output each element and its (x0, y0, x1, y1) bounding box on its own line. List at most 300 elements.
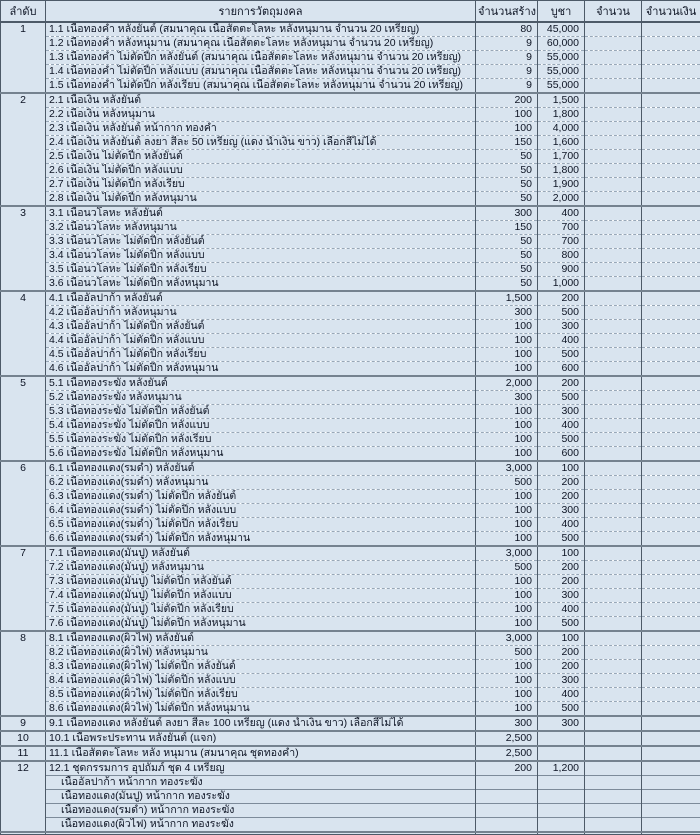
amount-cell[interactable] (642, 701, 700, 716)
table-row (1, 659, 700, 673)
price-cell: 200 (538, 574, 585, 588)
table-row (1, 432, 700, 446)
quantity-cell[interactable] (585, 659, 642, 673)
price-cell (538, 817, 585, 832)
item-description-cell: 8.1 เนื้อทองแดง(ผิวไฟ) หลังยันต์ (46, 631, 476, 646)
table-row (1, 602, 700, 616)
empty-cell (585, 832, 642, 835)
item-description-cell: 3.1 เนื้อนวโลหะ หลังยันต์ (46, 206, 476, 221)
item-description-cell: 8.6 เนื้อทองแดง(ผิวไฟ) ไม่ตัดปีก หลังหนุมาน (46, 701, 476, 716)
empty-cell (476, 832, 538, 835)
quantity-cell[interactable] (585, 817, 642, 832)
price-cell: 60,000 (538, 36, 585, 50)
quantity-cell[interactable] (585, 418, 642, 432)
amount-cell[interactable] (642, 206, 700, 221)
price-cell: 700 (538, 220, 585, 234)
table-row (1, 817, 700, 832)
quantity-cell[interactable] (585, 631, 642, 646)
quantity-cell[interactable] (585, 64, 642, 78)
made-count-cell: 100 (476, 574, 538, 588)
table-row (1, 446, 700, 461)
amount-cell[interactable] (642, 659, 700, 673)
price-cell: 55,000 (538, 64, 585, 78)
quantity-cell[interactable] (585, 775, 642, 789)
amount-cell[interactable] (642, 817, 700, 832)
table-row (1, 107, 700, 121)
quantity-cell[interactable] (585, 248, 642, 262)
quantity-cell[interactable] (585, 673, 642, 687)
table-row (1, 276, 700, 291)
made-count-cell: 100 (476, 687, 538, 701)
amount-cell[interactable] (642, 163, 700, 177)
price-cell: 100 (538, 461, 585, 476)
quantity-cell[interactable] (585, 347, 642, 361)
section-6 (1, 461, 700, 546)
item-description-cell: 2.4 เนื้อเงิน หลังยันต์ ลงยา สีละ 50 เหรียญ (แดง น้ำเงิน ขาว) เลือกสีไม่ได้ (46, 135, 476, 149)
made-count-cell: 300 (476, 305, 538, 319)
made-count-cell: 100 (476, 489, 538, 503)
made-count-cell: 100 (476, 602, 538, 616)
item-description-cell: 8.2 เนื้อทองแดง(ผิวไฟ) หลังหนุมาน (46, 645, 476, 659)
table-row (1, 347, 700, 361)
made-count-cell: 2,500 (476, 731, 538, 746)
amount-cell[interactable] (642, 376, 700, 391)
made-count-cell (476, 789, 538, 803)
quantity-cell[interactable] (585, 262, 642, 276)
item-description-cell: 6.2 เนื้อทองแดง(รมดำ) หลังหนุมาน (46, 475, 476, 489)
made-count-cell: 500 (476, 475, 538, 489)
quantity-cell[interactable] (585, 616, 642, 631)
amount-cell[interactable] (642, 36, 700, 50)
item-description-cell: 1.2 เนื้อทองคำ หลังหนุมาน (สมนาคุณ เนื้อสัตตะโลหะ หลังหนุมาน จำนวน 20 เหรียญ) (46, 36, 476, 50)
made-count-cell: 300 (476, 206, 538, 221)
section-5 (1, 376, 700, 461)
price-cell: 200 (538, 560, 585, 574)
section-number-cell: 11 (1, 746, 46, 761)
table-row (1, 461, 700, 476)
amount-cell[interactable] (642, 560, 700, 574)
item-description-cell: 6.5 เนื้อทองแดง(รมดำ) ไม่ตัดปีก หลังเรียบ (46, 517, 476, 531)
table-row (1, 746, 700, 761)
price-cell: 500 (538, 432, 585, 446)
amount-cell[interactable] (642, 220, 700, 234)
quantity-cell[interactable] (585, 376, 642, 391)
price-cell: 200 (538, 659, 585, 673)
made-count-cell: 50 (476, 234, 538, 248)
quantity-cell[interactable] (585, 574, 642, 588)
table-row (1, 631, 700, 646)
column-header: จำนวนเงิน (642, 1, 700, 22)
amount-cell[interactable] (642, 234, 700, 248)
amount-cell[interactable] (642, 631, 700, 646)
item-description-cell: 5.4 เนื้อทองระฆัง ไม่ตัดปีก หลังแบบ (46, 418, 476, 432)
item-description-cell: 4.4 เนื้ออัลปาก้า ไม่ตัดปีก หลังแบบ (46, 333, 476, 347)
table-row (1, 22, 700, 37)
quantity-cell[interactable] (585, 291, 642, 306)
section-number-cell: 3 (1, 206, 46, 291)
item-description-cell: 3.3 เนื้อนวโลหะ ไม่ตัดปีก หลังยันต์ (46, 234, 476, 248)
price-cell: 500 (538, 305, 585, 319)
amount-cell[interactable] (642, 319, 700, 333)
price-cell (538, 775, 585, 789)
amount-cell[interactable] (642, 616, 700, 631)
column-header: รายการวัตถุมงคล (46, 1, 476, 22)
amount-cell[interactable] (642, 432, 700, 446)
amount-cell[interactable] (642, 22, 700, 37)
made-count-cell: 100 (476, 616, 538, 631)
quantity-cell[interactable] (585, 803, 642, 817)
table-row (1, 376, 700, 391)
made-count-cell: 9 (476, 36, 538, 50)
quantity-cell[interactable] (585, 234, 642, 248)
table-row (1, 78, 700, 93)
amount-cell[interactable] (642, 135, 700, 149)
amount-cell[interactable] (642, 761, 700, 776)
amount-cell[interactable] (642, 404, 700, 418)
made-count-cell: 100 (476, 659, 538, 673)
section-3 (1, 206, 700, 291)
table-row (1, 64, 700, 78)
made-count-cell: 300 (476, 716, 538, 731)
section-number-cell: 7 (1, 546, 46, 631)
amount-cell[interactable] (642, 50, 700, 64)
quantity-cell[interactable] (585, 645, 642, 659)
table-row (1, 761, 700, 776)
made-count-cell: 100 (476, 701, 538, 716)
section-4 (1, 291, 700, 376)
quantity-cell[interactable] (585, 602, 642, 616)
quantity-cell[interactable] (585, 305, 642, 319)
section-number-cell: 4 (1, 291, 46, 376)
amount-cell[interactable] (642, 177, 700, 191)
amount-cell[interactable] (642, 291, 700, 306)
made-count-cell: 100 (476, 531, 538, 546)
table-row (1, 177, 700, 191)
item-description-cell: เนื้อทองแดง(ผิวไฟ) หน้ากาก ทองระฆัง (46, 817, 476, 832)
item-description-cell: 2.2 เนื้อเงิน หลังหนุมาน (46, 107, 476, 121)
price-cell: 700 (538, 234, 585, 248)
table-row (1, 149, 700, 163)
price-cell: 200 (538, 291, 585, 306)
item-description-cell: 3.6 เนื้อนวโลหะ ไม่ตัดปีก หลังหนุมาน (46, 276, 476, 291)
item-description-cell: 7.4 เนื้อทองแดง(มันปู) ไม่ตัดปีก หลังแบบ (46, 588, 476, 602)
item-description-cell: 5.3 เนื้อทองระฆัง ไม่ตัดปีก หลังยันต์ (46, 404, 476, 418)
price-cell (538, 731, 585, 746)
price-cell: 800 (538, 248, 585, 262)
table-row (1, 517, 700, 531)
amount-cell[interactable] (642, 191, 700, 206)
made-count-cell: 100 (476, 446, 538, 461)
quantity-cell[interactable] (585, 746, 642, 761)
amount-cell[interactable] (642, 687, 700, 701)
made-count-cell: 100 (476, 107, 538, 121)
table-row (1, 93, 700, 108)
section-2 (1, 93, 700, 206)
table-row (1, 206, 700, 221)
amount-cell[interactable] (642, 503, 700, 517)
item-description-cell: 4.6 เนื้ออัลปาก้า ไม่ตัดปีก หลังหนุมาน (46, 361, 476, 376)
section-number-cell: 5 (1, 376, 46, 461)
section-9 (1, 716, 700, 731)
table-row (1, 390, 700, 404)
price-cell: 600 (538, 361, 585, 376)
made-count-cell: 2,000 (476, 376, 538, 391)
amount-cell[interactable] (642, 645, 700, 659)
quantity-cell[interactable] (585, 588, 642, 602)
item-description-cell: 6.6 เนื้อทองแดง(รมดำ) ไม่ตัดปีก หลังหนุมาน (46, 531, 476, 546)
price-cell: 400 (538, 333, 585, 347)
table-row (1, 803, 700, 817)
quantity-cell[interactable] (585, 761, 642, 776)
quantity-cell[interactable] (585, 22, 642, 37)
table-row (1, 775, 700, 789)
made-count-cell: 50 (476, 191, 538, 206)
table-row (1, 546, 700, 561)
table-row (1, 531, 700, 546)
section-8 (1, 631, 700, 716)
price-cell: 1,800 (538, 107, 585, 121)
quantity-cell[interactable] (585, 789, 642, 803)
made-count-cell: 50 (476, 163, 538, 177)
amount-cell[interactable] (642, 121, 700, 135)
table-row (1, 716, 700, 731)
column-header: จำนวน (585, 1, 642, 22)
item-description-cell: 3.2 เนื้อนวโลหะ หลังหนุมาน (46, 220, 476, 234)
amount-cell[interactable] (642, 588, 700, 602)
item-description-cell: 2.8 เนื้อเงิน ไม่ตัดปีก หลังหนุมาน (46, 191, 476, 206)
section-1 (1, 22, 700, 93)
amount-cell[interactable] (642, 803, 700, 817)
price-cell: 200 (538, 645, 585, 659)
table-row (1, 418, 700, 432)
table-row (1, 163, 700, 177)
price-cell: 500 (538, 531, 585, 546)
amount-cell[interactable] (642, 305, 700, 319)
quantity-cell[interactable] (585, 220, 642, 234)
quantity-cell[interactable] (585, 560, 642, 574)
item-description-cell: 1.3 เนื้อทองคำ ไม่ตัดปีก หลังยันต์ (สมนาคุณ เนื้อสัตตะโลหะ หลังหนุมาน จำนวน 20 เหรียญ) (46, 50, 476, 64)
made-count-cell: 3,000 (476, 461, 538, 476)
empty-cell (46, 832, 476, 835)
table-row (1, 574, 700, 588)
item-description-cell: 7.1 เนื้อทองแดง(มันปู) หลังยันต์ (46, 546, 476, 561)
made-count-cell (476, 803, 538, 817)
quantity-cell[interactable] (585, 177, 642, 191)
amount-cell[interactable] (642, 489, 700, 503)
made-count-cell: 9 (476, 78, 538, 93)
quantity-cell[interactable] (585, 716, 642, 731)
quantity-cell[interactable] (585, 107, 642, 121)
price-cell: 2,000 (538, 191, 585, 206)
amount-cell[interactable] (642, 775, 700, 789)
table-row (1, 262, 700, 276)
amount-cell[interactable] (642, 64, 700, 78)
item-description-cell: เนื้อทองแดง(มันปู) หน้ากาก ทองระฆัง (46, 789, 476, 803)
table-row (1, 687, 700, 701)
price-cell: 55,000 (538, 78, 585, 93)
amount-cell[interactable] (642, 262, 700, 276)
item-description-cell: 8.5 เนื้อทองแดง(ผิวไฟ) ไม่ตัดปีก หลังเรียบ (46, 687, 476, 701)
table-row (1, 588, 700, 602)
item-description-cell: 1.4 เนื้อทองคำ ไม่ตัดปีก หลังแบบ (สมนาคุณ เนื้อสัตตะโลหะ หลังหนุมาน จำนวน 20 เหรียญ) (46, 64, 476, 78)
made-count-cell: 9 (476, 64, 538, 78)
quantity-cell[interactable] (585, 333, 642, 347)
amount-cell[interactable] (642, 93, 700, 108)
amount-cell[interactable] (642, 78, 700, 93)
table-row (1, 234, 700, 248)
made-count-cell: 100 (476, 347, 538, 361)
made-count-cell: 100 (476, 418, 538, 432)
amount-cell[interactable] (642, 475, 700, 489)
quantity-cell[interactable] (585, 475, 642, 489)
price-cell (538, 803, 585, 817)
amount-cell[interactable] (642, 531, 700, 546)
made-count-cell: 100 (476, 333, 538, 347)
quantity-cell[interactable] (585, 432, 642, 446)
amount-cell[interactable] (642, 673, 700, 687)
quantity-cell[interactable] (585, 461, 642, 476)
made-count-cell: 100 (476, 432, 538, 446)
column-header: ลำดับ (1, 1, 46, 22)
amount-cell[interactable] (642, 574, 700, 588)
made-count-cell: 100 (476, 121, 538, 135)
table-row (1, 291, 700, 306)
price-cell: 100 (538, 546, 585, 561)
amount-cell[interactable] (642, 789, 700, 803)
made-count-cell: 1,500 (476, 291, 538, 306)
section-number-cell: 1 (1, 22, 46, 93)
amount-cell[interactable] (642, 461, 700, 476)
item-description-cell: 4.3 เนื้ออัลปาก้า ไม่ตัดปีก หลังยันต์ (46, 319, 476, 333)
quantity-cell[interactable] (585, 135, 642, 149)
amount-cell[interactable] (642, 390, 700, 404)
item-description-cell: เนื้อทองแดง(รมดำ) หน้ากาก ทองระฆัง (46, 803, 476, 817)
amount-cell[interactable] (642, 546, 700, 561)
quantity-cell[interactable] (585, 701, 642, 716)
price-cell: 100 (538, 631, 585, 646)
quantity-cell[interactable] (585, 78, 642, 93)
amount-cell[interactable] (642, 361, 700, 376)
quantity-cell[interactable] (585, 390, 642, 404)
price-cell: 4,000 (538, 121, 585, 135)
price-cell: 500 (538, 390, 585, 404)
section-number-cell: 9 (1, 716, 46, 731)
amount-cell[interactable] (642, 107, 700, 121)
item-description-cell: 6.1 เนื้อทองแดง(รมดำ) หลังยันต์ (46, 461, 476, 476)
price-cell: 400 (538, 206, 585, 221)
price-cell: 300 (538, 319, 585, 333)
item-description-cell: 1.1 เนื้อทองคำ หลังยันต์ (สมนาคุณ เนื้อสัตตะโลหะ หลังหนุมาน จำนวน 20 เหรียญ) (46, 22, 476, 37)
table-row (1, 333, 700, 347)
quantity-cell[interactable] (585, 503, 642, 517)
amount-cell[interactable] (642, 248, 700, 262)
amount-cell[interactable] (642, 347, 700, 361)
item-description-cell: 5.5 เนื้อทองระฆัง ไม่ตัดปีก หลังเรียบ (46, 432, 476, 446)
made-count-cell: 100 (476, 503, 538, 517)
amount-cell[interactable] (642, 149, 700, 163)
quantity-cell[interactable] (585, 531, 642, 546)
quantity-cell[interactable] (585, 206, 642, 221)
amount-cell[interactable] (642, 746, 700, 761)
quantity-cell[interactable] (585, 163, 642, 177)
table-row (1, 361, 700, 376)
amount-cell[interactable] (642, 418, 700, 432)
table-row (1, 36, 700, 50)
made-count-cell: 200 (476, 761, 538, 776)
made-count-cell: 500 (476, 645, 538, 659)
quantity-cell[interactable] (585, 191, 642, 206)
amount-cell[interactable] (642, 446, 700, 461)
price-cell: 400 (538, 418, 585, 432)
made-count-cell: 100 (476, 588, 538, 602)
amount-cell[interactable] (642, 333, 700, 347)
item-description-cell: 3.4 เนื้อนวโลหะ ไม่ตัดปีก หลังแบบ (46, 248, 476, 262)
made-count-cell: 100 (476, 361, 538, 376)
quantity-cell[interactable] (585, 36, 642, 50)
quantity-cell[interactable] (585, 276, 642, 291)
made-count-cell: 50 (476, 177, 538, 191)
header-row (1, 1, 700, 22)
quantity-cell[interactable] (585, 361, 642, 376)
quantity-cell[interactable] (585, 404, 642, 418)
price-cell (538, 789, 585, 803)
price-cell: 300 (538, 588, 585, 602)
quantity-cell[interactable] (585, 517, 642, 531)
made-count-cell: 300 (476, 390, 538, 404)
quantity-cell[interactable] (585, 489, 642, 503)
item-description-cell: 2.1 เนื้อเงิน หลังยันต์ (46, 93, 476, 108)
amount-cell[interactable] (642, 602, 700, 616)
table-row (1, 832, 700, 835)
quantity-cell[interactable] (585, 319, 642, 333)
table-row (1, 731, 700, 746)
item-description-cell: 3.5 เนื้อนวโลหะ ไม่ตัดปีก หลังเรียบ (46, 262, 476, 276)
partial-bottom-row (1, 832, 700, 835)
price-cell: 200 (538, 489, 585, 503)
table-row (1, 121, 700, 135)
price-cell: 500 (538, 347, 585, 361)
quantity-cell[interactable] (585, 50, 642, 64)
item-description-cell: 5.1 เนื้อทองระฆัง หลังยันต์ (46, 376, 476, 391)
item-description-cell: 1.5 เนื้อทองคำ ไม่ตัดปีก หลังเรียบ (สมนาคุณ เนื้อสัตตะโลหะ หลังหนุมาน จำนวน 20 เหรียญ) (46, 78, 476, 93)
made-count-cell (476, 817, 538, 832)
quantity-cell[interactable] (585, 446, 642, 461)
price-cell: 600 (538, 446, 585, 461)
made-count-cell: 150 (476, 220, 538, 234)
amount-cell[interactable] (642, 716, 700, 731)
table-row (1, 50, 700, 64)
quantity-cell[interactable] (585, 93, 642, 108)
made-count-cell: 2,500 (476, 746, 538, 761)
item-description-cell: 10.1 เนื้อพระประทาน หลังยันต์ (แจก) (46, 731, 476, 746)
quantity-cell[interactable] (585, 121, 642, 135)
item-description-cell: 2.6 เนื้อเงิน ไม่ตัดปีก หลังแบบ (46, 163, 476, 177)
section-7 (1, 546, 700, 631)
amount-cell[interactable] (642, 276, 700, 291)
amount-cell[interactable] (642, 731, 700, 746)
item-description-cell: 4.5 เนื้ออัลปาก้า ไม่ตัดปีก หลังเรียบ (46, 347, 476, 361)
section-number-cell: 10 (1, 731, 46, 746)
quantity-cell[interactable] (585, 731, 642, 746)
quantity-cell[interactable] (585, 687, 642, 701)
amount-cell[interactable] (642, 517, 700, 531)
quantity-cell[interactable] (585, 149, 642, 163)
item-description-cell: 9.1 เนื้อทองแดง หลังยันต์ ลงยา สีละ 100 เหรียญ (แดง น้ำเงิน ขาว) เลือกสีไม่ได้ (46, 716, 476, 731)
section-number-cell: 2 (1, 93, 46, 206)
price-cell: 200 (538, 376, 585, 391)
made-count-cell: 3,000 (476, 631, 538, 646)
quantity-cell[interactable] (585, 546, 642, 561)
